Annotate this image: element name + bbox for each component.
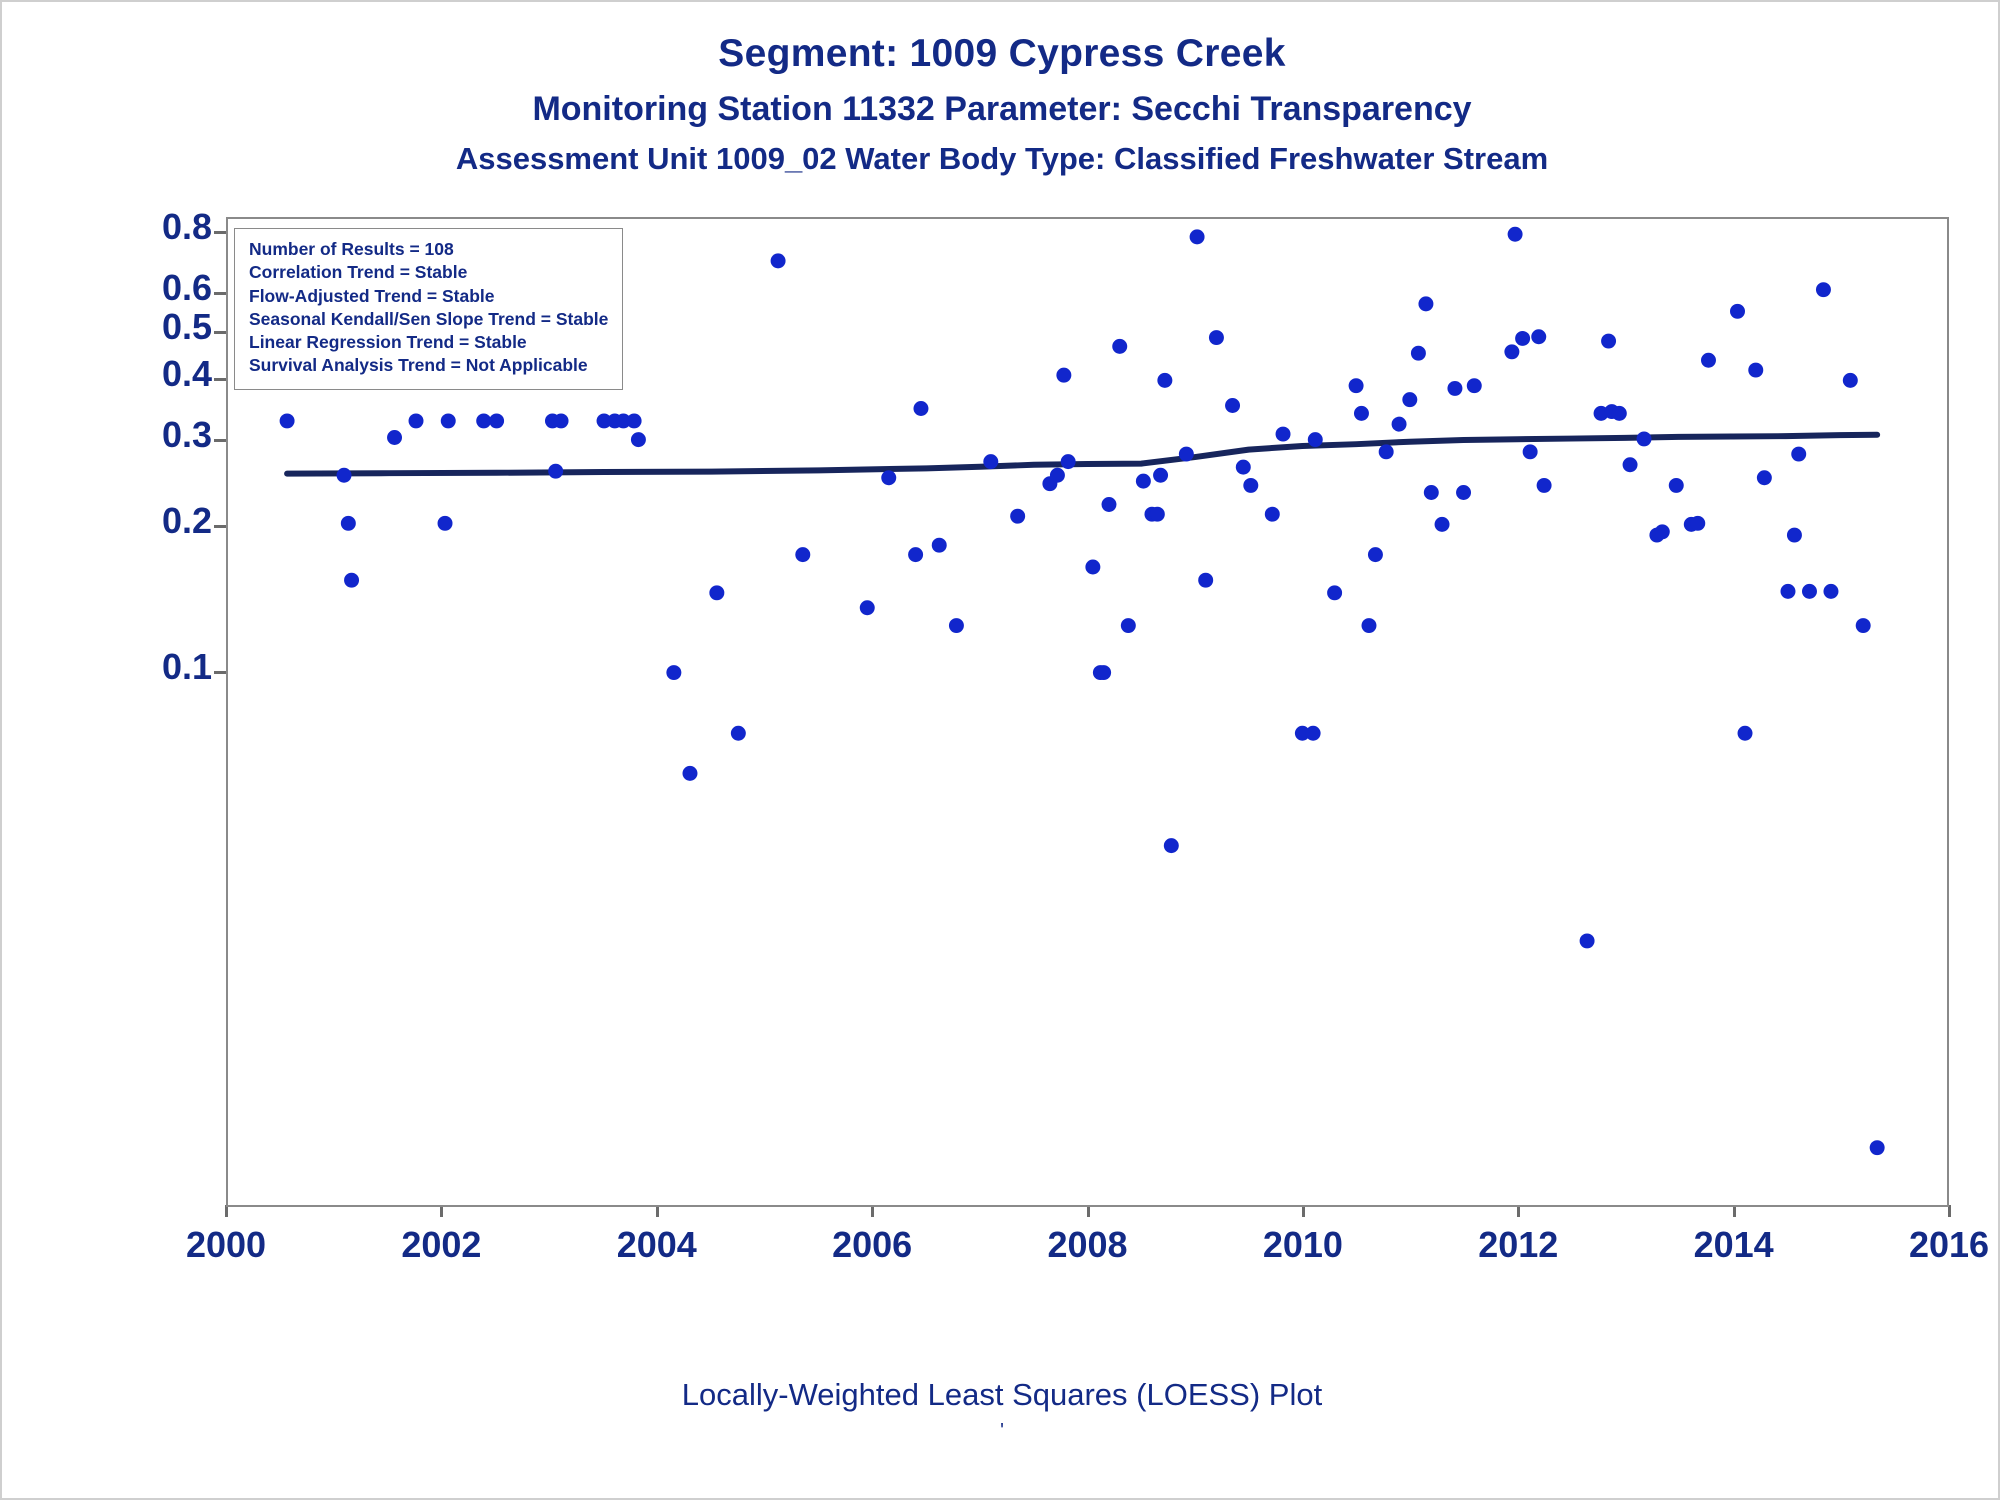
x-tick-label: 2014 xyxy=(1693,1224,1774,1265)
y-tick-mark xyxy=(214,331,226,334)
data-point xyxy=(1153,468,1168,483)
chart-title-sub1: Monitoring Station 11332 Parameter: Secchi Transparency xyxy=(532,89,1472,128)
statistics-line: Flow-Adjusted Trend = Stable xyxy=(249,285,495,306)
y-tick-label: 0.4 xyxy=(161,353,212,394)
data-point xyxy=(1306,726,1321,741)
data-point xyxy=(1418,296,1433,311)
data-point xyxy=(795,547,810,562)
data-point xyxy=(1424,485,1439,500)
data-point xyxy=(1056,368,1071,383)
y-tick-label: 0.2 xyxy=(161,499,212,541)
chart-titles xyxy=(2,30,2000,179)
data-point xyxy=(1102,497,1117,512)
data-point xyxy=(1757,470,1772,485)
y-tick-label: 0.5 xyxy=(161,305,212,347)
data-point xyxy=(280,413,295,428)
data-point xyxy=(548,464,563,479)
statistics-line: Number of Results = 108 xyxy=(249,239,454,259)
y-tick-mark xyxy=(214,231,226,234)
statistics-box xyxy=(234,228,623,390)
data-point xyxy=(1456,485,1471,500)
data-point xyxy=(1276,427,1291,442)
data-point xyxy=(476,413,491,428)
data-point xyxy=(860,600,875,615)
data-point xyxy=(1791,447,1806,462)
data-point xyxy=(1612,406,1627,421)
data-point xyxy=(1504,344,1519,359)
y-tick-label: 0.6 xyxy=(161,267,212,309)
data-point xyxy=(1823,584,1838,599)
plot-caption: Locally-Weighted Least Squares (LOESS) Plot xyxy=(681,1377,1323,1412)
data-point xyxy=(1537,478,1552,493)
statistics-line: Correlation Trend = Stable xyxy=(249,262,468,283)
data-point xyxy=(1738,726,1753,741)
data-point xyxy=(1701,353,1716,368)
data-point xyxy=(1467,378,1482,393)
data-point xyxy=(913,401,928,416)
x-tick-label: 2002 xyxy=(401,1224,482,1265)
data-point xyxy=(1150,507,1165,522)
chart-title-main: Segment: 1009 Cypress Creek xyxy=(718,32,1286,75)
data-point xyxy=(344,573,359,588)
data-point xyxy=(1508,227,1523,242)
data-point xyxy=(1061,454,1076,469)
data-point xyxy=(387,430,402,445)
data-point xyxy=(1308,432,1323,447)
data-point xyxy=(1523,444,1538,459)
data-point xyxy=(771,253,786,268)
data-point xyxy=(1209,330,1224,345)
data-point xyxy=(1623,457,1638,472)
data-point xyxy=(1243,478,1258,493)
data-point xyxy=(1802,584,1817,599)
data-point xyxy=(1354,406,1369,421)
y-tick-label: 0.8 xyxy=(161,206,212,248)
y-tick-mark xyxy=(214,292,226,295)
statistics-line: Seasonal Kendall/Sen Slope Trend = Stable xyxy=(249,308,609,329)
statistics-line: Linear Regression Trend = Stable xyxy=(249,332,527,353)
data-point xyxy=(666,665,681,680)
data-point xyxy=(1379,444,1394,459)
data-point xyxy=(1362,618,1377,633)
data-point xyxy=(1265,507,1280,522)
data-point xyxy=(1787,528,1802,543)
x-tick-label: 2008 xyxy=(1047,1224,1128,1265)
data-point xyxy=(1164,838,1179,853)
x-tick-label: 2000 xyxy=(185,1224,267,1265)
data-point xyxy=(1112,339,1127,354)
data-point xyxy=(1856,618,1871,633)
data-point xyxy=(1349,378,1364,393)
data-point xyxy=(627,413,642,428)
data-point xyxy=(1392,417,1407,432)
data-point xyxy=(949,618,964,633)
data-point xyxy=(1515,331,1530,346)
data-point xyxy=(1236,460,1251,475)
data-point xyxy=(441,413,456,428)
data-point xyxy=(1816,282,1831,297)
data-point xyxy=(1655,524,1670,539)
y-tick-label: 0.3 xyxy=(161,413,212,455)
x-tick-label: 2010 xyxy=(1262,1224,1343,1265)
data-point xyxy=(1690,516,1705,531)
statistics-line: Survival Analysis Trend = Not Applicable xyxy=(249,355,588,376)
data-point xyxy=(1010,509,1025,524)
y-tick-mark xyxy=(214,378,226,381)
y-tick-mark xyxy=(214,671,226,674)
x-tick-label: 2012 xyxy=(1478,1224,1559,1265)
data-point xyxy=(631,432,646,447)
data-point xyxy=(1669,478,1684,493)
x-tick-label: 2016 xyxy=(1908,1224,1990,1265)
data-point xyxy=(983,454,998,469)
data-point xyxy=(1447,381,1462,396)
data-point xyxy=(1843,373,1858,388)
data-point xyxy=(1157,373,1172,388)
data-point xyxy=(337,468,352,483)
data-point xyxy=(554,413,569,428)
x-tick-label: 2006 xyxy=(832,1224,913,1265)
data-point xyxy=(1580,933,1595,948)
data-point xyxy=(1085,560,1100,575)
data-point xyxy=(1870,1140,1885,1155)
x-tick-label: 2004 xyxy=(616,1224,697,1265)
data-point xyxy=(1136,474,1151,489)
data-point xyxy=(489,413,504,428)
data-point xyxy=(1050,468,1065,483)
data-point xyxy=(1198,573,1213,588)
y-tick-label: 0.1 xyxy=(161,646,212,688)
data-point xyxy=(1730,304,1745,319)
data-point xyxy=(1435,517,1450,532)
data-point xyxy=(1121,618,1136,633)
data-point xyxy=(1190,229,1205,244)
data-point xyxy=(709,585,724,600)
data-point xyxy=(1531,329,1546,344)
data-point xyxy=(1781,584,1796,599)
data-point xyxy=(731,726,746,741)
data-point xyxy=(409,413,424,428)
data-point xyxy=(1225,398,1240,413)
data-point xyxy=(1327,585,1342,600)
data-point xyxy=(341,516,356,531)
data-point xyxy=(683,766,698,781)
data-point xyxy=(1601,334,1616,349)
data-point xyxy=(908,547,923,562)
data-point xyxy=(1411,346,1426,361)
chart-title-sub2: Assessment Unit 1009_02 Water Body Type: Classified Freshwater Stream xyxy=(455,140,1549,176)
footer-tickmark: ' xyxy=(1000,1420,1004,1442)
data-point xyxy=(438,516,453,531)
data-point xyxy=(1096,665,1111,680)
data-point xyxy=(881,470,896,485)
data-point xyxy=(932,538,947,553)
y-tick-mark xyxy=(214,439,226,442)
y-tick-mark xyxy=(214,525,226,528)
data-point xyxy=(1402,392,1417,407)
data-point xyxy=(1368,547,1383,562)
data-point xyxy=(1748,363,1763,378)
data-point xyxy=(1637,431,1652,446)
data-point xyxy=(1179,447,1194,462)
